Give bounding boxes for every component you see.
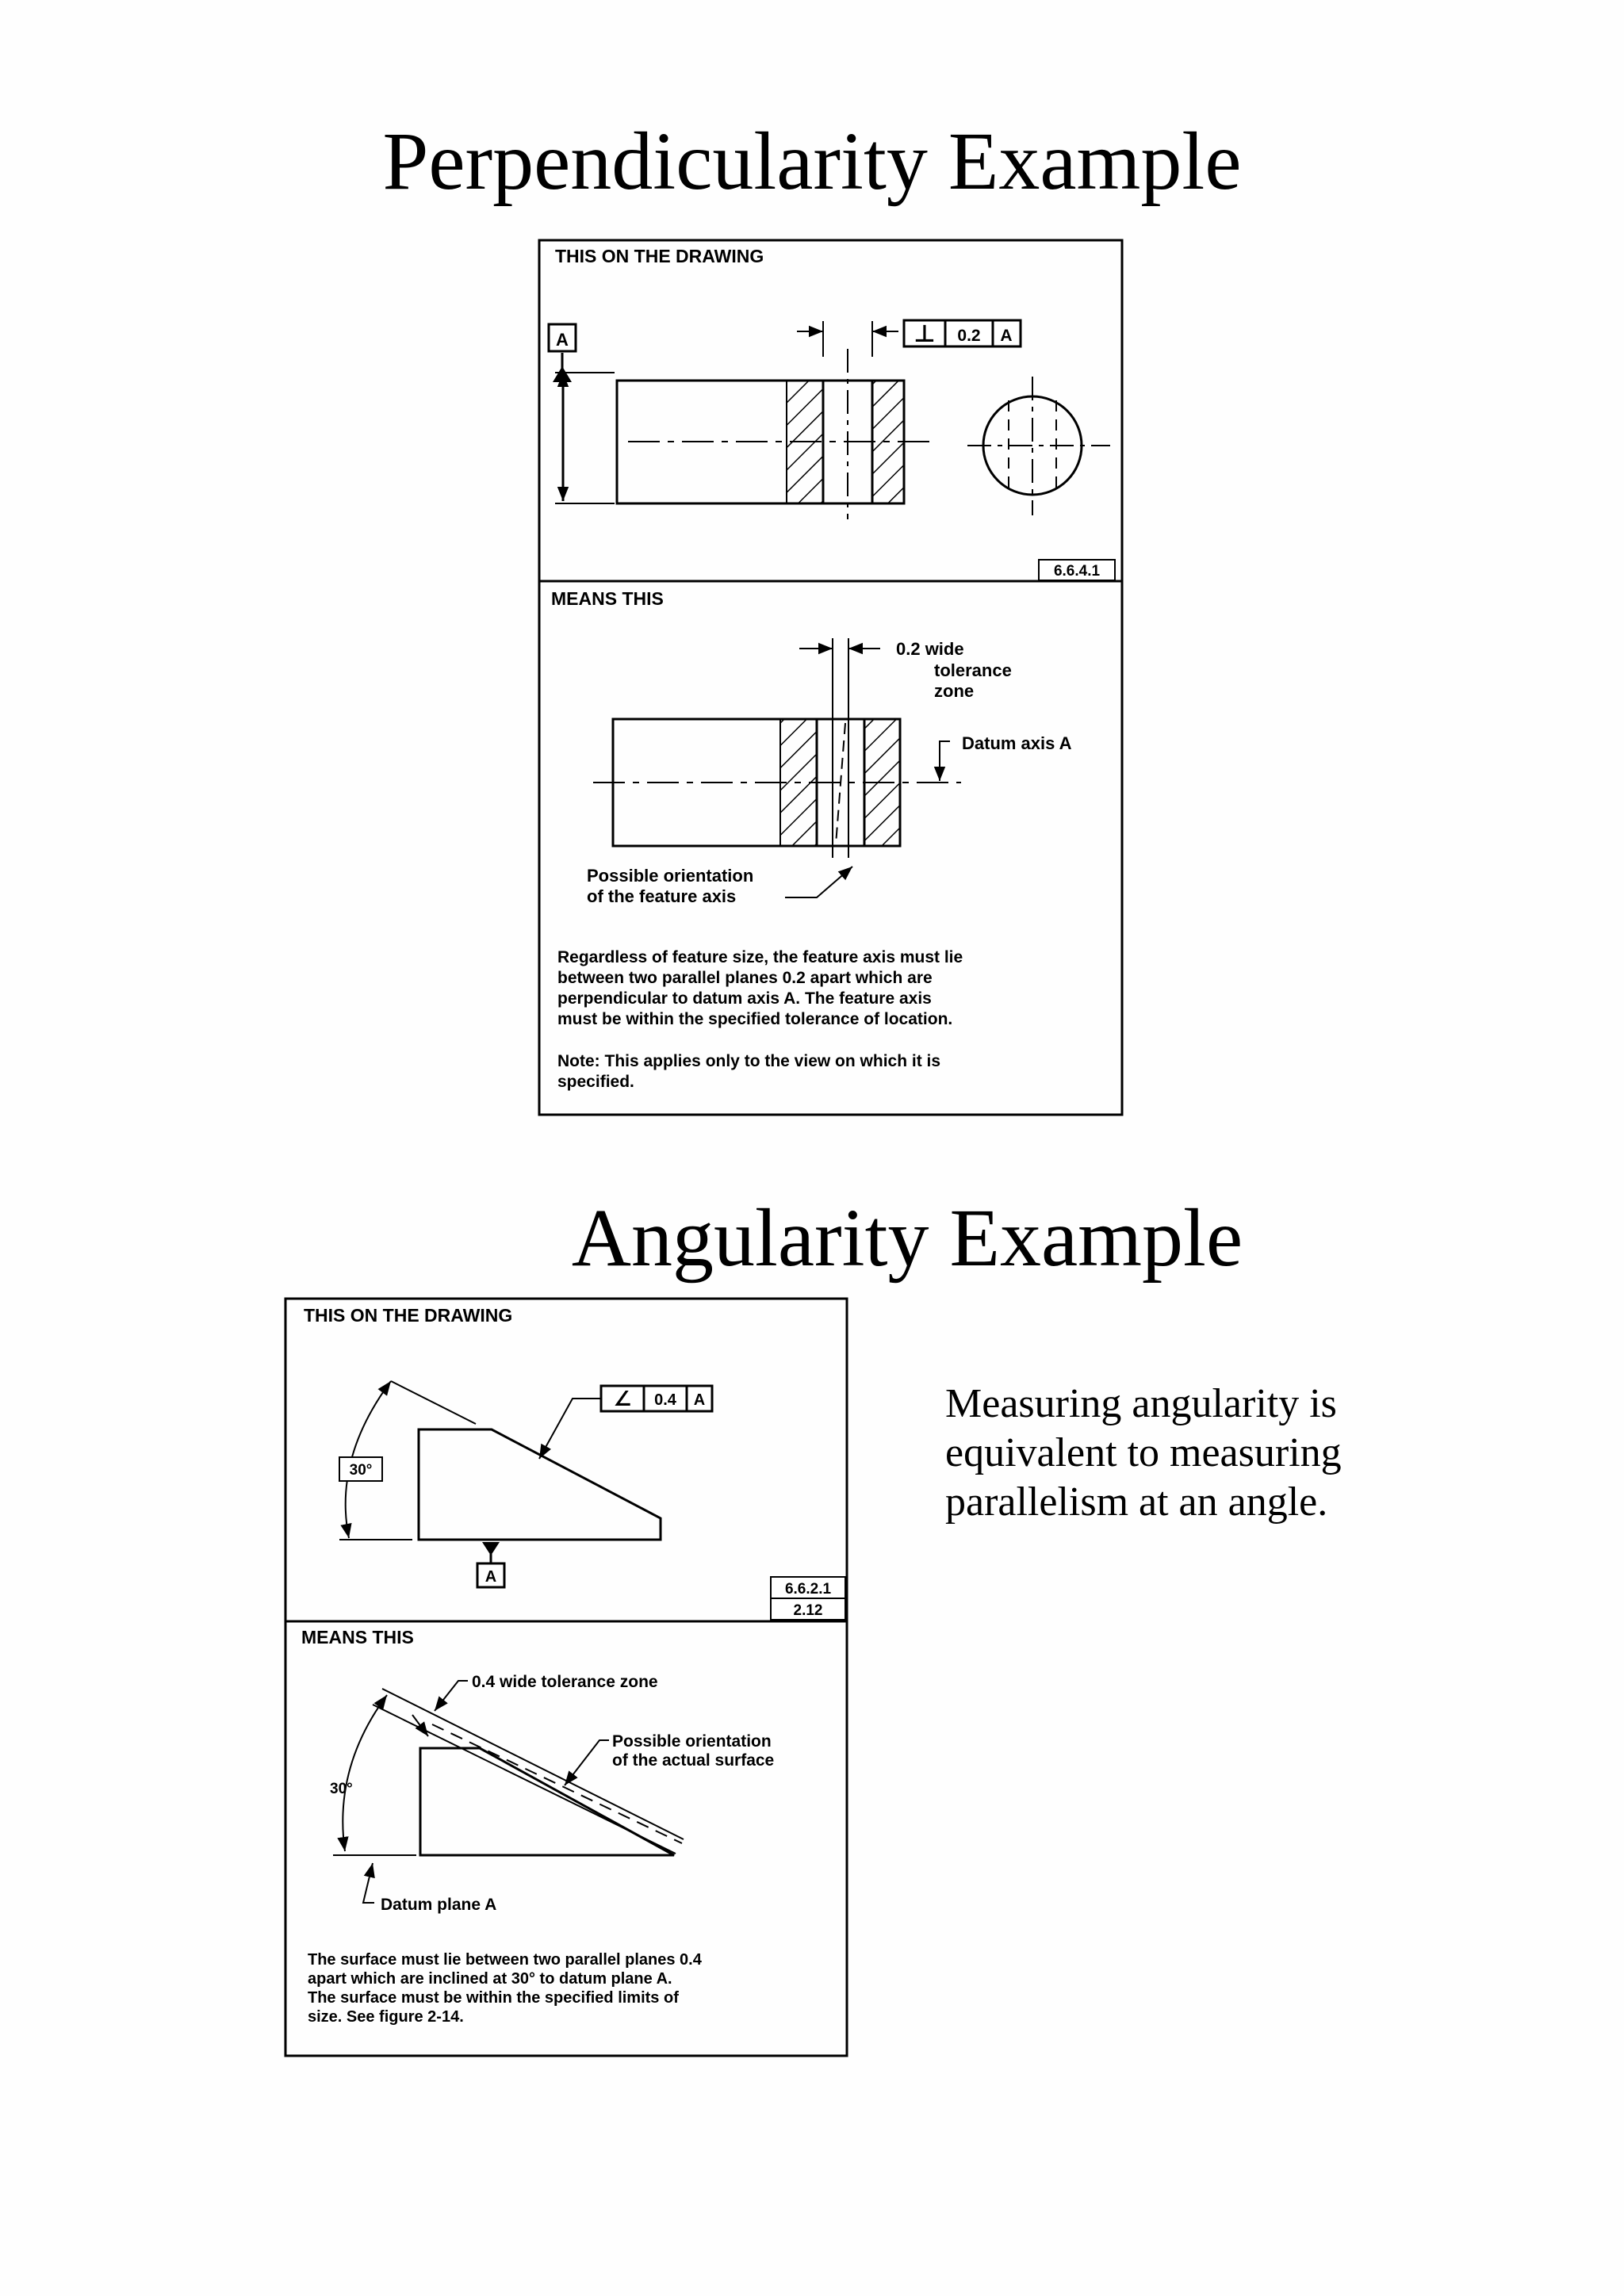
- perp-callout-zone-1: 0.2 wide: [896, 639, 964, 659]
- angularity-side-text: Measuring angularity is equivalent to measuring parallelism at an angle.: [945, 1381, 1342, 1525]
- perpendicularity-title: Perpendicularity Example: [382, 116, 1242, 207]
- ang-paragraph-4: size. See figure 2-14.: [308, 2008, 464, 2026]
- perp-callout-orientation-2: of the feature axis: [587, 886, 737, 906]
- ang-paragraph-2: apart which are inclined at 30° to datum plane A.: [308, 1970, 672, 1988]
- perp-paragraph-2: between two parallel planes 0.2 apart which are: [557, 969, 933, 987]
- ang-fcf-datum: A: [693, 1391, 706, 1409]
- ang-zone-line-lower: [373, 1705, 676, 1854]
- ang-bottom-label: MEANS THIS: [301, 1627, 414, 1647]
- ang-ref-number-1: 6.6.2.1: [784, 1581, 832, 1598]
- ang-datum-letter: A: [485, 1568, 497, 1586]
- perp-datum-letter: A: [556, 330, 569, 350]
- ang-ref-number-2: 2.12: [793, 1602, 823, 1619]
- perp-callout-datum: Datum axis A: [962, 733, 1072, 753]
- ang-callout-datum: Datum plane A: [381, 1896, 497, 1914]
- perp-callout-zone-3: zone: [934, 681, 975, 701]
- perp-paragraph-3: perpendicular to datum axis A. The feature axis: [557, 989, 932, 1008]
- perp-fcf-tolerance: 0.2: [957, 327, 981, 345]
- perp-callout-zone-2: tolerance: [934, 660, 1012, 680]
- ang-callout-orientation-2: of the actual surface: [612, 1751, 775, 1770]
- perp-top-label: THIS ON THE DRAWING: [555, 246, 764, 266]
- perp-paragraph-1: Regardless of feature size, the feature axis must lie: [557, 948, 963, 966]
- perp-fcf-datum: A: [1000, 327, 1013, 345]
- ang-fcf-symbol: ∠: [613, 1387, 632, 1410]
- ang-part: [419, 1429, 661, 1540]
- ang-ext-line: [391, 1381, 476, 1424]
- perp-note-2: specified.: [557, 1073, 634, 1091]
- perp-ref-number: 6.6.4.1: [1053, 563, 1101, 580]
- perp-note-1: Note: This applies only to the view on which it is: [557, 1052, 941, 1070]
- ang-top-label: THIS ON THE DRAWING: [304, 1305, 513, 1326]
- ang-angle-box-text: 30°: [349, 1462, 373, 1479]
- angularity-figure: [285, 1299, 847, 2056]
- ang-angle-label: 30°: [330, 1781, 353, 1797]
- ang-callout-orientation-1: Possible orientation: [612, 1732, 772, 1751]
- ang-paragraph-1: The surface must lie between two parallel planes 0.4: [308, 1951, 702, 1969]
- perp-paragraph-4: must be within the specified tolerance of location.: [557, 1010, 953, 1028]
- perp-fcf-symbol: ⊥: [914, 321, 936, 347]
- perpendicularity-figure: [539, 240, 1122, 1115]
- ang-callout-zone: 0.4 wide tolerance zone: [472, 1673, 658, 1691]
- perp-callout-orientation-1: Possible orientation: [587, 866, 754, 886]
- ang-fcf-tolerance: 0.4: [654, 1391, 676, 1409]
- ang-paragraph-3: The surface must be within the specified limits of: [308, 1989, 679, 2007]
- perp-bottom-label: MEANS THIS: [551, 588, 664, 609]
- angularity-title: Angularity Example: [571, 1192, 1243, 1284]
